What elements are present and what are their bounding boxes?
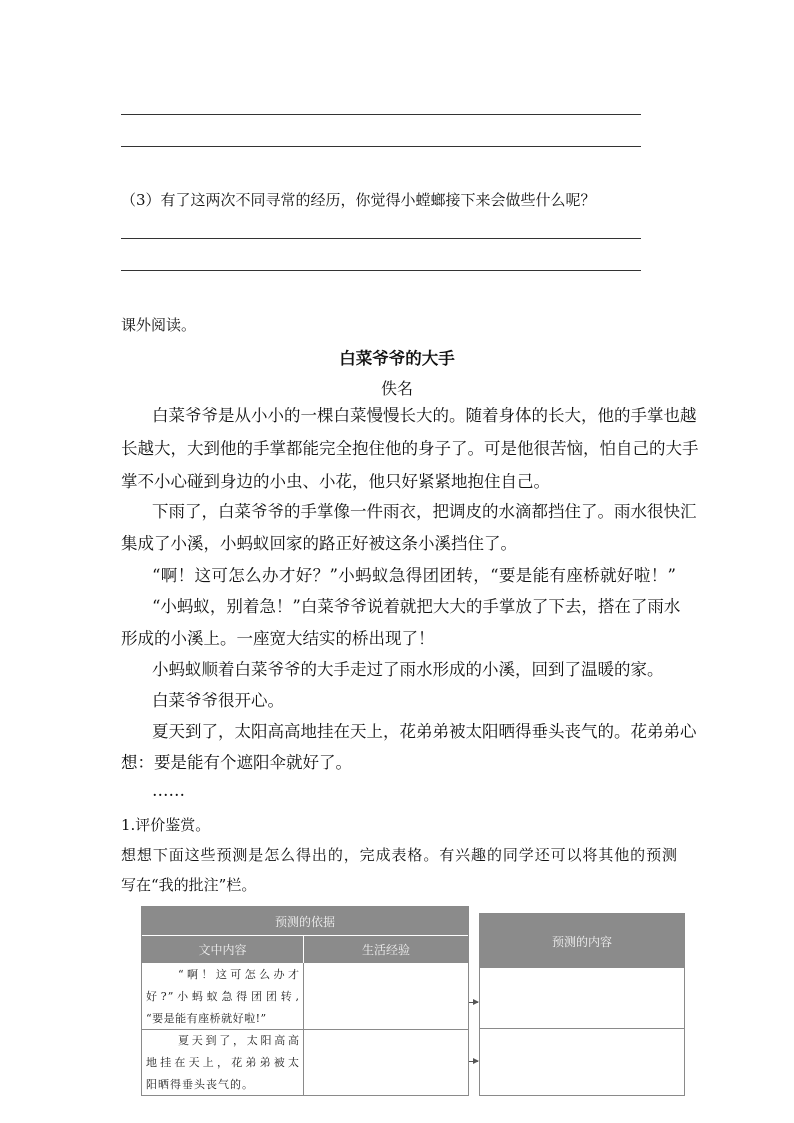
answer-line — [121, 270, 641, 271]
cell-row2-line: 夏天到了，太阳高高 — [178, 1034, 300, 1047]
answer-line — [121, 114, 641, 115]
cell-row1-line: 好?”小蚂蚁急得团团转, — [146, 990, 300, 1003]
story-ellipsis: …… — [152, 781, 185, 800]
question-3: （3）有了这两次不同寻常的经历，你觉得小螳螂接下来会做些什么呢？ — [121, 191, 596, 209]
arrow-row1 — [469, 1002, 478, 1003]
story-line: “啊！这可怎么办才好？”小蚂蚁急得团团转，“要是能有座桥就好啦！” — [152, 566, 676, 585]
basis-table — [141, 906, 469, 1096]
prediction-table-figure — [141, 906, 687, 1098]
story-line: 想：要是能有个遮阳伞就好了。 — [121, 753, 352, 772]
cell-row1-line: “要是能有座桥就好啦!” — [146, 1012, 267, 1025]
story-line: 白菜爷爷是从小小的一棵白菜慢慢长大的。随着身体的长大，他的手掌也越 — [152, 406, 697, 425]
answer-line — [121, 146, 641, 147]
section-heading: 课外阅读。 — [121, 316, 197, 334]
story-line: 小蚂蚁顺着白菜爷爷的大手走过了雨水形成的小溪，回到了温暖的家。 — [152, 660, 664, 679]
story-line: 集成了小溪，小蚂蚁回家的路正好被这条小溪挡住了。 — [121, 534, 517, 553]
header-prediction-content: 预测的内容 — [480, 914, 684, 968]
cell-row2-line: 阳晒得垂头丧气的。 — [146, 1078, 254, 1091]
cell-row2-line: 地挂在天上，花弟弟被太 — [146, 1056, 300, 1069]
row-divider — [480, 1028, 684, 1029]
task-title: 1.评价鉴赏。 — [121, 816, 211, 834]
header-life-experience: 生活经验 — [304, 936, 468, 963]
story-line: “小蚂蚁，别着急！”白菜爷爷说着就把大大的手掌放了下去，搭在了雨水 — [152, 597, 681, 616]
row-divider — [142, 1029, 468, 1030]
story-line: 白菜爷爷很开心。 — [152, 691, 284, 710]
answer-line — [121, 238, 641, 239]
prediction-box — [479, 913, 685, 1096]
story-line: 长越大，大到他的手掌都能完全抱住他的身子了。可是他很苦恼，怕自己的大手 — [121, 439, 699, 458]
task-instruction: 想想下面这些预测是怎么得出的，完成表格。有兴趣的同学还可以将其他的预测 — [121, 846, 677, 864]
story-line: 夏天到了，太阳高高地挂在天上，花弟弟被太阳晒得垂头丧气的。花弟弟心 — [152, 722, 697, 741]
cell-row1-line: “啊！这可怎么办才 — [178, 968, 300, 981]
story-line: 下雨了，白菜爷爷的手掌像一件雨衣，把调皮的水滴都挡住了。雨水很快汇 — [152, 502, 697, 521]
story-line: 形成的小溪上。一座宽大结实的桥出现了！ — [121, 629, 435, 648]
header-text-content: 文中内容 — [142, 936, 303, 963]
arrow-row2 — [469, 1061, 478, 1062]
task-instruction: 写在“我的批注”栏。 — [121, 876, 257, 894]
story-line: 掌不小心碰到身边的小虫、小花，他只好紧紧地抱住自己。 — [121, 472, 550, 491]
story-author: 佚名 — [380, 379, 413, 398]
story-title: 白菜爷爷的大手 — [339, 349, 455, 368]
header-basis: 预测的依据 — [142, 907, 468, 935]
